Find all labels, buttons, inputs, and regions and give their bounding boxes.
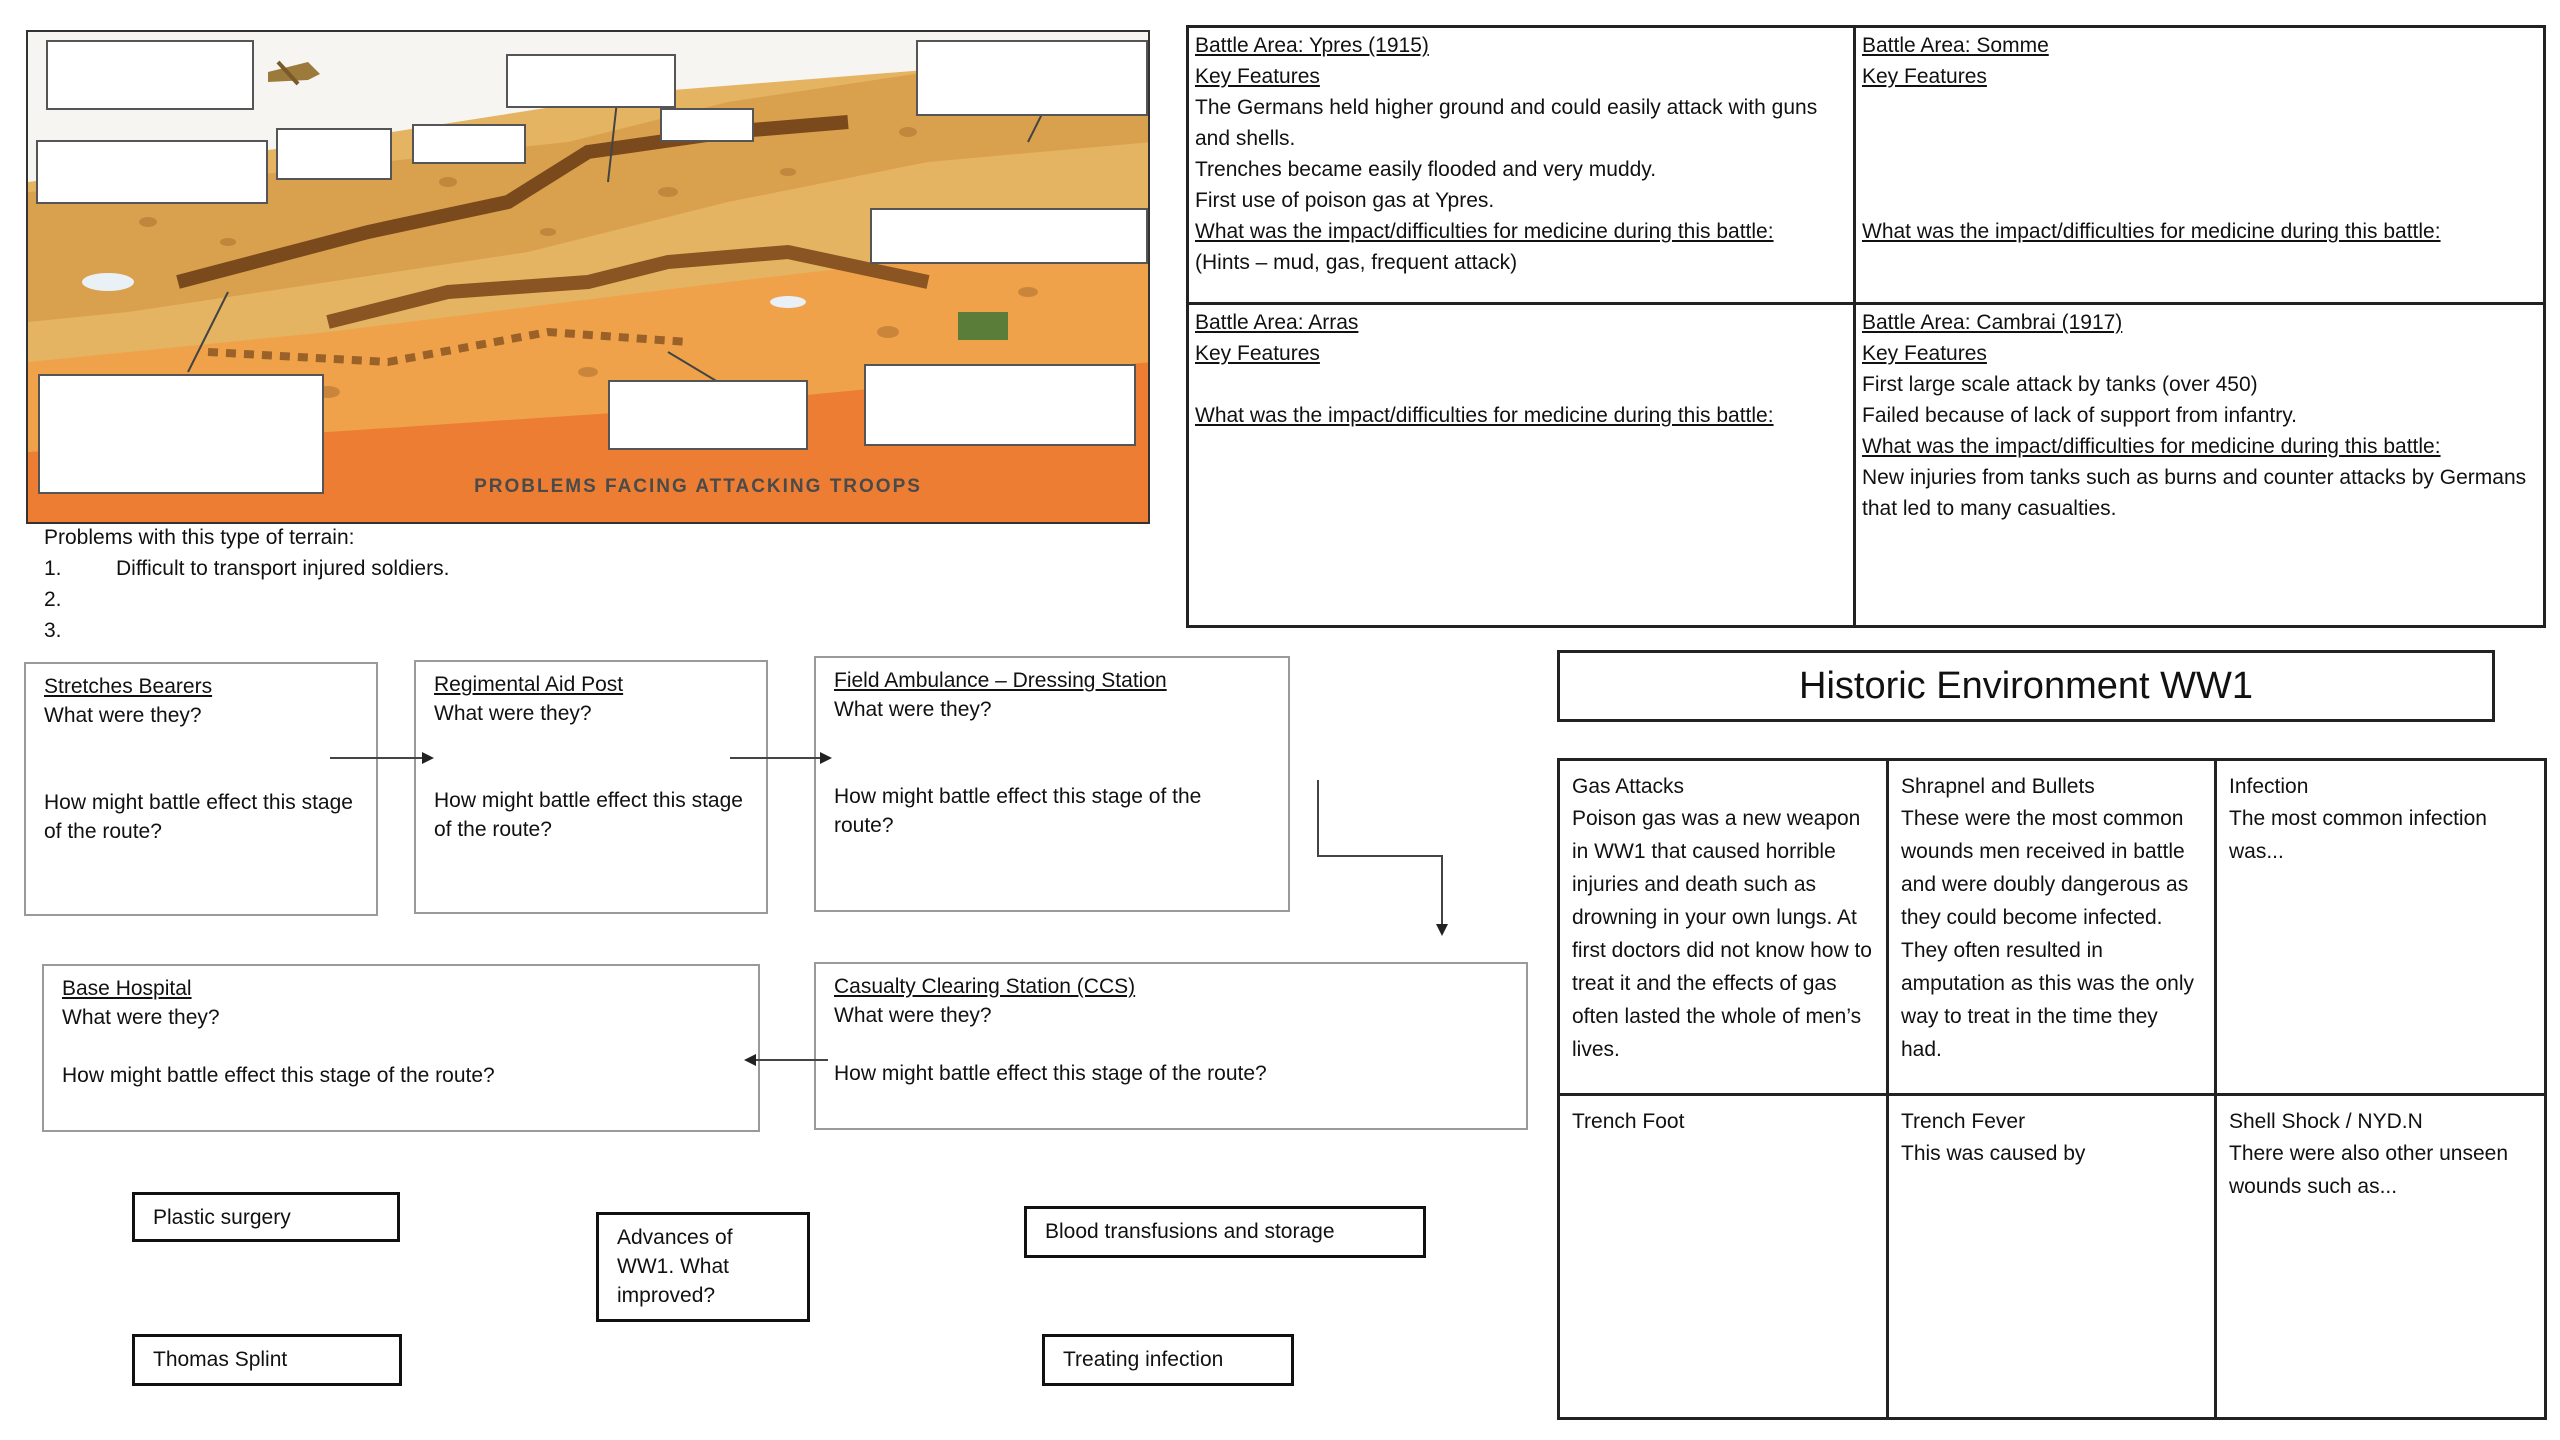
impact-question: What was the impact/difficulties for medicine during this battle: [1862, 220, 2441, 243]
feature-line: First large scale attack by tanks (over 450) [1862, 373, 2258, 396]
topic-title: Shell Shock / NYD.N [2229, 1110, 2423, 1133]
advance-thomas-splint[interactable]: Thomas Splint [132, 1334, 402, 1386]
feature-line: Failed because of lack of support from infantry. [1862, 404, 2297, 427]
arrow-down-icon [1318, 780, 1442, 934]
terrain-item-number: 3. [44, 619, 62, 642]
terrain-item-number: 1. [44, 557, 62, 580]
topic-title: Shrapnel and Bullets [1901, 775, 2095, 798]
battle-title: Battle Area: Cambrai (1917) [1862, 311, 2123, 334]
topic-body: Poison gas was a new weapon in WW1 that caused horrible injuries and death such as drowning in your own lungs. At first doctors did not know how to treat it and the effects of gas often lasted the whole of men’s lives. [1572, 807, 1872, 1061]
topic-title: Infection [2229, 775, 2309, 798]
route-question-what: What were they? [44, 704, 202, 727]
topic-shell-shock[interactable] [2217, 1096, 2547, 1418]
key-features-label: Key Features [1195, 342, 1320, 365]
route-title: Regimental Aid Post [434, 673, 624, 696]
terrain-item-number: 2. [44, 588, 62, 611]
impact-question: What was the impact/difficulties for medicine during this battle: [1195, 220, 1774, 243]
feature-line: Trenches became easily flooded and very muddy. [1195, 158, 1657, 181]
route-question-effect: How might battle effect this stage of the route? [62, 1064, 495, 1087]
injuries-topics-table [1557, 758, 2547, 1420]
route-question-what: What were they? [62, 1006, 220, 1029]
terrain-item-text: Difficult to transport injured soldiers. [116, 557, 450, 580]
route-question-what: What were they? [834, 698, 992, 721]
impact-question: What was the impact/difficulties for medicine during this battle: [1195, 404, 1774, 427]
key-features-label: Key Features [1862, 342, 1987, 365]
battle-title: Battle Area: Arras [1195, 311, 1359, 334]
topic-title: Gas Attacks [1572, 775, 1685, 798]
topic-title: Trench Foot [1572, 1110, 1685, 1133]
impact-question: What was the impact/difficulties for medicine during this battle: [1862, 435, 2441, 458]
topic-body: These were the most common wounds men received in battle and were doubly dangerous as they could become infected. They often resulted in amputation as this was the only way to treat in the time they had. [1901, 807, 2194, 1061]
terrain-heading: Problems with this type of terrain: [44, 526, 355, 549]
route-question-effect: How might battle effect this stage of the route? [834, 1062, 1267, 1085]
advance-treating-infection[interactable]: Treating infection [1042, 1334, 1294, 1386]
battle-title: Battle Area: Ypres (1915) [1195, 34, 1429, 57]
route-question-what: What were they? [434, 702, 592, 725]
route-title: Base Hospital [62, 977, 192, 1000]
route-question-effect: How might battle effect this stage of the route? [44, 791, 353, 843]
feature-line: First use of poison gas at Ypres. [1195, 189, 1495, 212]
topic-title: Trench Fever [1901, 1110, 2026, 1133]
page-title: Historic Environment WW1 [1557, 650, 2495, 722]
topic-body: There were also other unseen wounds such as... [2229, 1142, 2508, 1198]
route-title: Stretches Bearers [44, 675, 213, 698]
advance-blood-transfusions[interactable]: Blood transfusions and storage [1024, 1206, 1426, 1258]
route-question-effect: How might battle effect this stage of the route? [434, 789, 743, 841]
topic-shrapnel-bullets[interactable] [1889, 761, 2214, 1093]
route-question-effect: How might battle effect this stage of the route? [834, 785, 1202, 837]
advances-center-prompt[interactable]: Advances of WW1. What improved? [596, 1212, 810, 1322]
key-features-label: Key Features [1862, 65, 1987, 88]
topic-body: This was caused by [1901, 1142, 2086, 1165]
feature-line: The Germans held higher ground and could easily attack with guns and shells. [1195, 96, 1818, 150]
route-title: Field Ambulance – Dressing Station [834, 669, 1167, 692]
key-features-label: Key Features [1195, 65, 1320, 88]
topic-trench-foot[interactable] [1560, 1096, 1886, 1418]
topic-infection[interactable] [2217, 761, 2547, 1093]
advance-plastic-surgery[interactable]: Plastic surgery [132, 1192, 400, 1242]
route-title: Casualty Clearing Station (CCS) [834, 975, 1136, 998]
topic-gas-attacks[interactable] [1560, 761, 1886, 1093]
topic-body: The most common infection was... [2229, 807, 2487, 863]
route-question-what: What were they? [834, 1004, 992, 1027]
impact-answer: New injuries from tanks such as burns and counter attacks by Germans that led to many casualties. [1862, 466, 2527, 520]
impact-hint: (Hints – mud, gas, frequent attack) [1195, 251, 1518, 274]
topic-trench-fever[interactable] [1889, 1096, 2214, 1418]
battle-title: Battle Area: Somme [1862, 34, 2049, 57]
illustration-caption: PROBLEMS FACING ATTACKING TROOPS [474, 476, 922, 497]
